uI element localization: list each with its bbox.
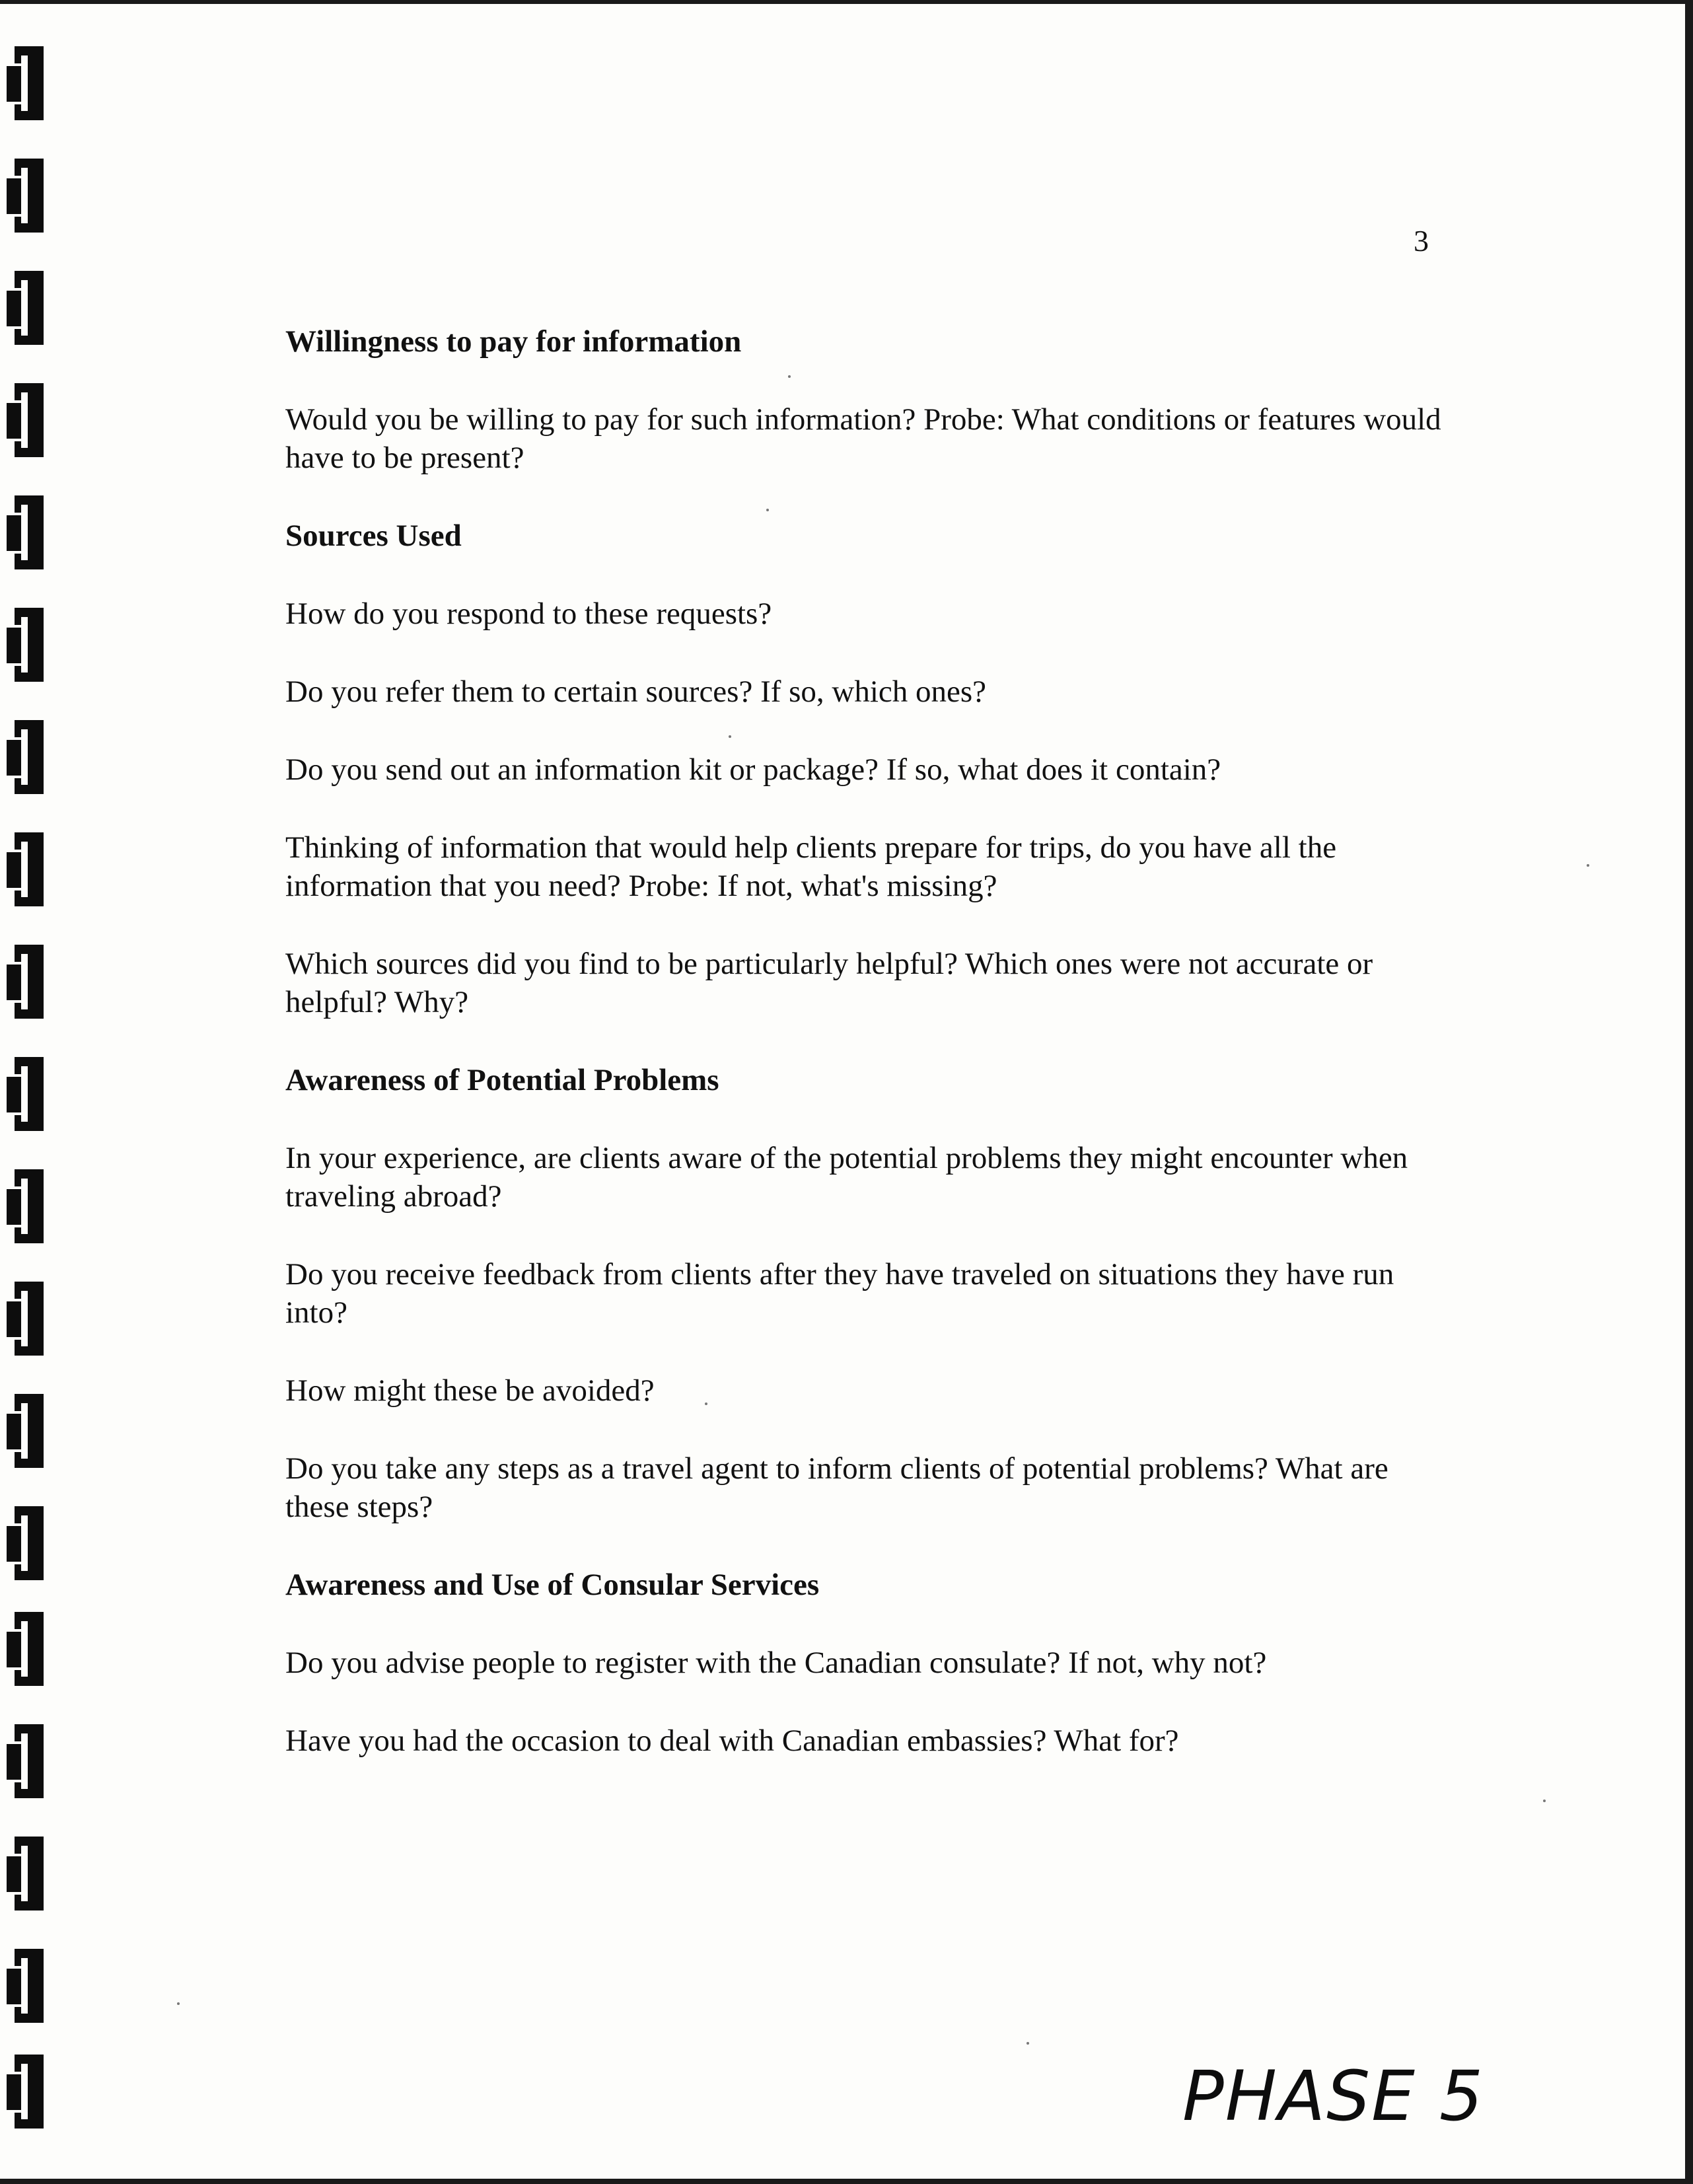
paragraph: Do you receive feedback from clients after they have traveled on situations they have run into?	[285, 1257, 1394, 1330]
binding-ring	[4, 159, 45, 233]
paragraph: Do you refer them to certain sources? If so, which ones?	[285, 674, 987, 709]
binding-ring	[4, 1612, 45, 1686]
binding-ring	[4, 1057, 45, 1131]
binding-ring	[4, 1506, 45, 1580]
binding-ring	[4, 720, 45, 794]
paragraph: Do you advise people to register with the Canadian consulate? If not, why not?	[285, 1646, 1267, 1680]
spiral-binding	[0, 0, 53, 2184]
paragraph: Do you take any steps as a travel agent to inform clients of potential problems? What are these steps?	[285, 1451, 1388, 1524]
scan-speck	[1587, 864, 1589, 867]
binding-ring	[4, 1394, 45, 1468]
section-heading-sources: Sources Used	[285, 519, 462, 553]
scan-speck	[1027, 2042, 1029, 2045]
binding-ring	[4, 945, 45, 1019]
page-number: 3	[1414, 224, 1429, 258]
scan-edge-bottom	[0, 2179, 1693, 2184]
binding-ring	[4, 1837, 45, 1911]
scan-speck	[788, 375, 791, 378]
paragraph: Do you send out an information kit or package? If so, what does it contain?	[285, 752, 1221, 787]
paragraph: Have you had the occasion to deal with Canadian embassies? What for?	[285, 1724, 1179, 1758]
scan-speck	[705, 1402, 707, 1405]
phase-footer-mark: PHASE 5	[1182, 2056, 1485, 2136]
paragraph: Which sources did you find to be particularly helpful? Which ones were not accurate or helpful? Why?	[285, 947, 1373, 1019]
binding-ring	[4, 1949, 45, 2023]
scan-speck	[177, 2002, 180, 2005]
paragraph: Thinking of information that would help clients prepare for trips, do you have all the information that you need? Probe: If not, what's missing?	[285, 830, 1337, 903]
binding-ring	[4, 1282, 45, 1356]
section-heading-consular-services: Awareness and Use of Consular Services	[285, 1568, 820, 1602]
scan-speck	[766, 509, 769, 511]
paragraph: Would you be willing to pay for such information? Probe: What conditions or features would have to be present?	[285, 402, 1441, 475]
paragraph: In your experience, are clients aware of the potential problems they might encounter when traveling abroad?	[285, 1141, 1408, 1214]
binding-ring	[4, 46, 45, 120]
binding-ring	[4, 383, 45, 457]
binding-ring	[4, 271, 45, 345]
binding-ring	[4, 608, 45, 682]
binding-ring	[4, 832, 45, 906]
binding-ring	[4, 1169, 45, 1243]
section-heading-awareness-problems: Awareness of Potential Problems	[285, 1063, 719, 1097]
scan-edge-top	[0, 0, 1693, 4]
section-heading-willingness: Willingness to pay for information	[285, 324, 742, 359]
scan-edge-right	[1685, 0, 1693, 2184]
binding-ring	[4, 495, 45, 569]
scan-speck	[729, 735, 731, 738]
binding-ring	[4, 2055, 45, 2129]
paragraph: How do you respond to these requests?	[285, 597, 772, 631]
binding-ring	[4, 1724, 45, 1798]
paragraph: How might these be avoided?	[285, 1373, 655, 1408]
scan-speck	[1543, 1800, 1546, 1802]
